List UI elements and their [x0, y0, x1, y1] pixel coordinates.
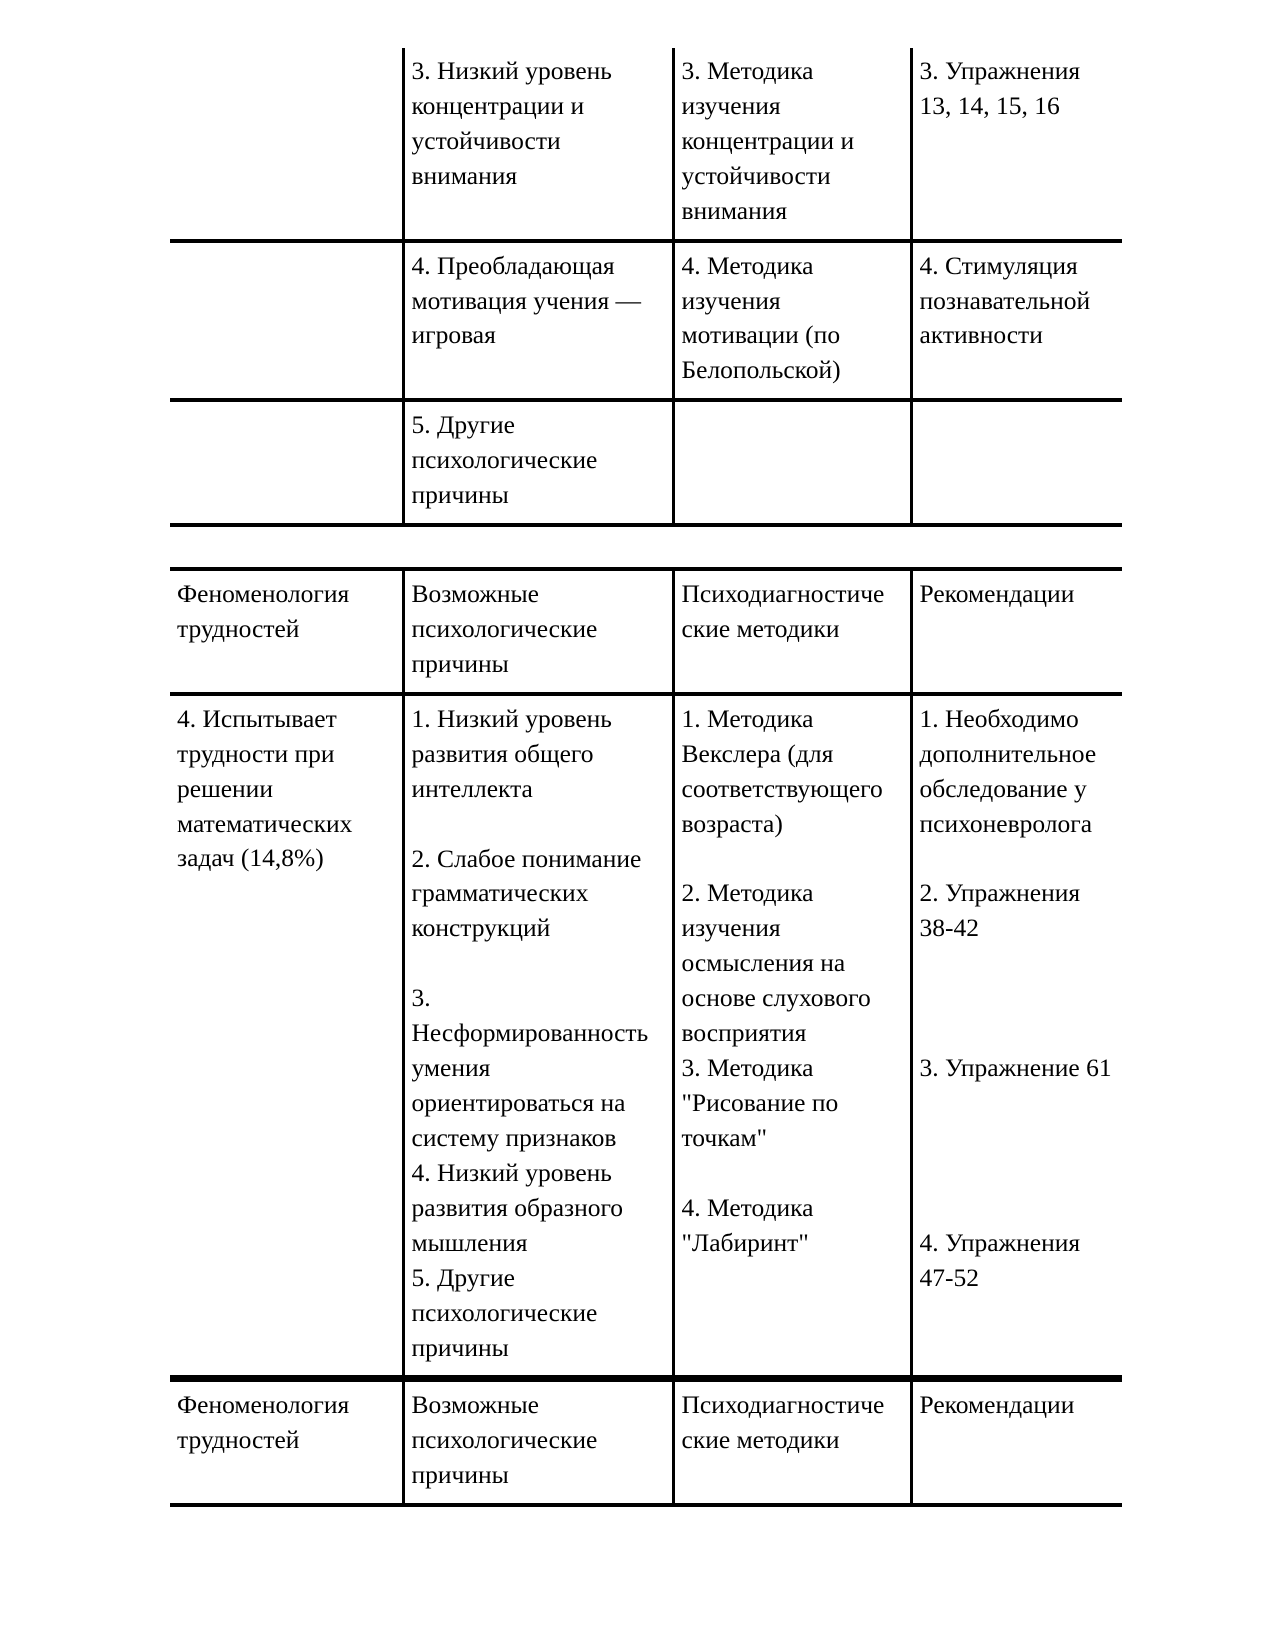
cell-recommendations: 4. Стимуляция познавательной активности [911, 241, 1122, 401]
method-item-1: 1. Методика Векслера (для соответствующего возраста) [681, 703, 883, 838]
cell-phenomenology [170, 48, 403, 241]
table-header-row [170, 569, 1122, 694]
next-table-header [170, 1378, 1122, 1507]
cell-causes [403, 694, 673, 1378]
header-recommendations: Рекомендации [911, 1380, 1122, 1505]
method-item-4: 4. Методика "Лабиринт" [681, 1192, 814, 1257]
cell-methods [673, 400, 911, 525]
table-row [170, 48, 1122, 241]
spacer [412, 807, 665, 842]
table-row [170, 241, 1122, 401]
spacer [920, 1191, 1116, 1226]
table-header-row [170, 1380, 1122, 1505]
header-methods: Психодиагностиче ские методики [673, 569, 911, 694]
spacer [920, 1016, 1116, 1051]
difficulties-table [170, 567, 1122, 1379]
header-methods: Психодиагностиче ские методики [673, 1380, 911, 1505]
cell-recommendations [911, 400, 1122, 525]
header-causes: Возможные психологические причины [403, 569, 673, 694]
header-phenomenology: Феноменология трудностей [170, 1380, 403, 1505]
cell-methods [673, 694, 911, 1378]
header-causes: Возможные психологические причины [403, 1380, 673, 1505]
header-phenomenology: Феноменология трудностей [170, 569, 403, 694]
spacer [920, 1156, 1116, 1191]
cause-item-2: 2. Слабое понимание грамматических конструкций [411, 843, 642, 943]
recommendation-item-1: 1. Необходимо дополнительное обследование у психоневролога [919, 703, 1097, 838]
cause-item-3: 3. Несформированность умения ориентироваться на систему признаков [411, 983, 649, 1152]
recommendation-item-4: 4. Упражнения 47-52 [919, 1228, 1081, 1293]
cell-phenomenology [170, 400, 403, 525]
cause-item-1: 1. Низкий уровень развития общего интеллекта [411, 703, 612, 803]
recommendation-item-3: 3. Упражнение 61 [919, 1053, 1112, 1083]
cell-recommendations: 3. Упражнения 13, 14, 15, 16 [919, 56, 1081, 120]
recommendation-item-2: 2. Упражнения 38-42 [919, 878, 1081, 943]
table-row [170, 400, 1122, 525]
spacer [920, 946, 1116, 981]
table-row [170, 694, 1122, 1378]
cause-item-5: 5. Другие психологические причины [411, 1262, 598, 1362]
cell-causes: 5. Другие психологические причины [403, 400, 673, 525]
spacer [920, 981, 1116, 1016]
cell-causes: 3. Низкий уровень концентрации и устойчивости внимания [403, 48, 673, 241]
cause-item-4: 4. Низкий уровень развития образного мышления [411, 1157, 624, 1257]
cell-methods: 4. Методика изучения мотивации (по Белопольской) [673, 241, 911, 401]
spacer [920, 1086, 1116, 1121]
continuation-table [170, 48, 1122, 527]
header-recommendations: Рекомендации [911, 569, 1122, 694]
cell-methods: 3. Методика изучения концентрации и устойчивости внимания [673, 48, 911, 241]
cell-phenomenology: 4. Испытывает трудности при решении математических задач (14,8%) [170, 694, 403, 1378]
spacer [682, 841, 903, 876]
cell-causes: 4. Преобладающая мотивация учения — игровая [403, 241, 673, 401]
cell-phenomenology [170, 241, 403, 401]
cell-recommendations [911, 694, 1122, 1378]
spacer [412, 946, 665, 981]
spacer [682, 1156, 903, 1191]
spacer [920, 1121, 1116, 1156]
method-item-3: 3. Методика "Рисование по точкам" [681, 1053, 839, 1152]
method-item-2: 2. Методика изучения осмысления на основе слухового восприятия [681, 878, 871, 1048]
spacer [920, 841, 1116, 876]
